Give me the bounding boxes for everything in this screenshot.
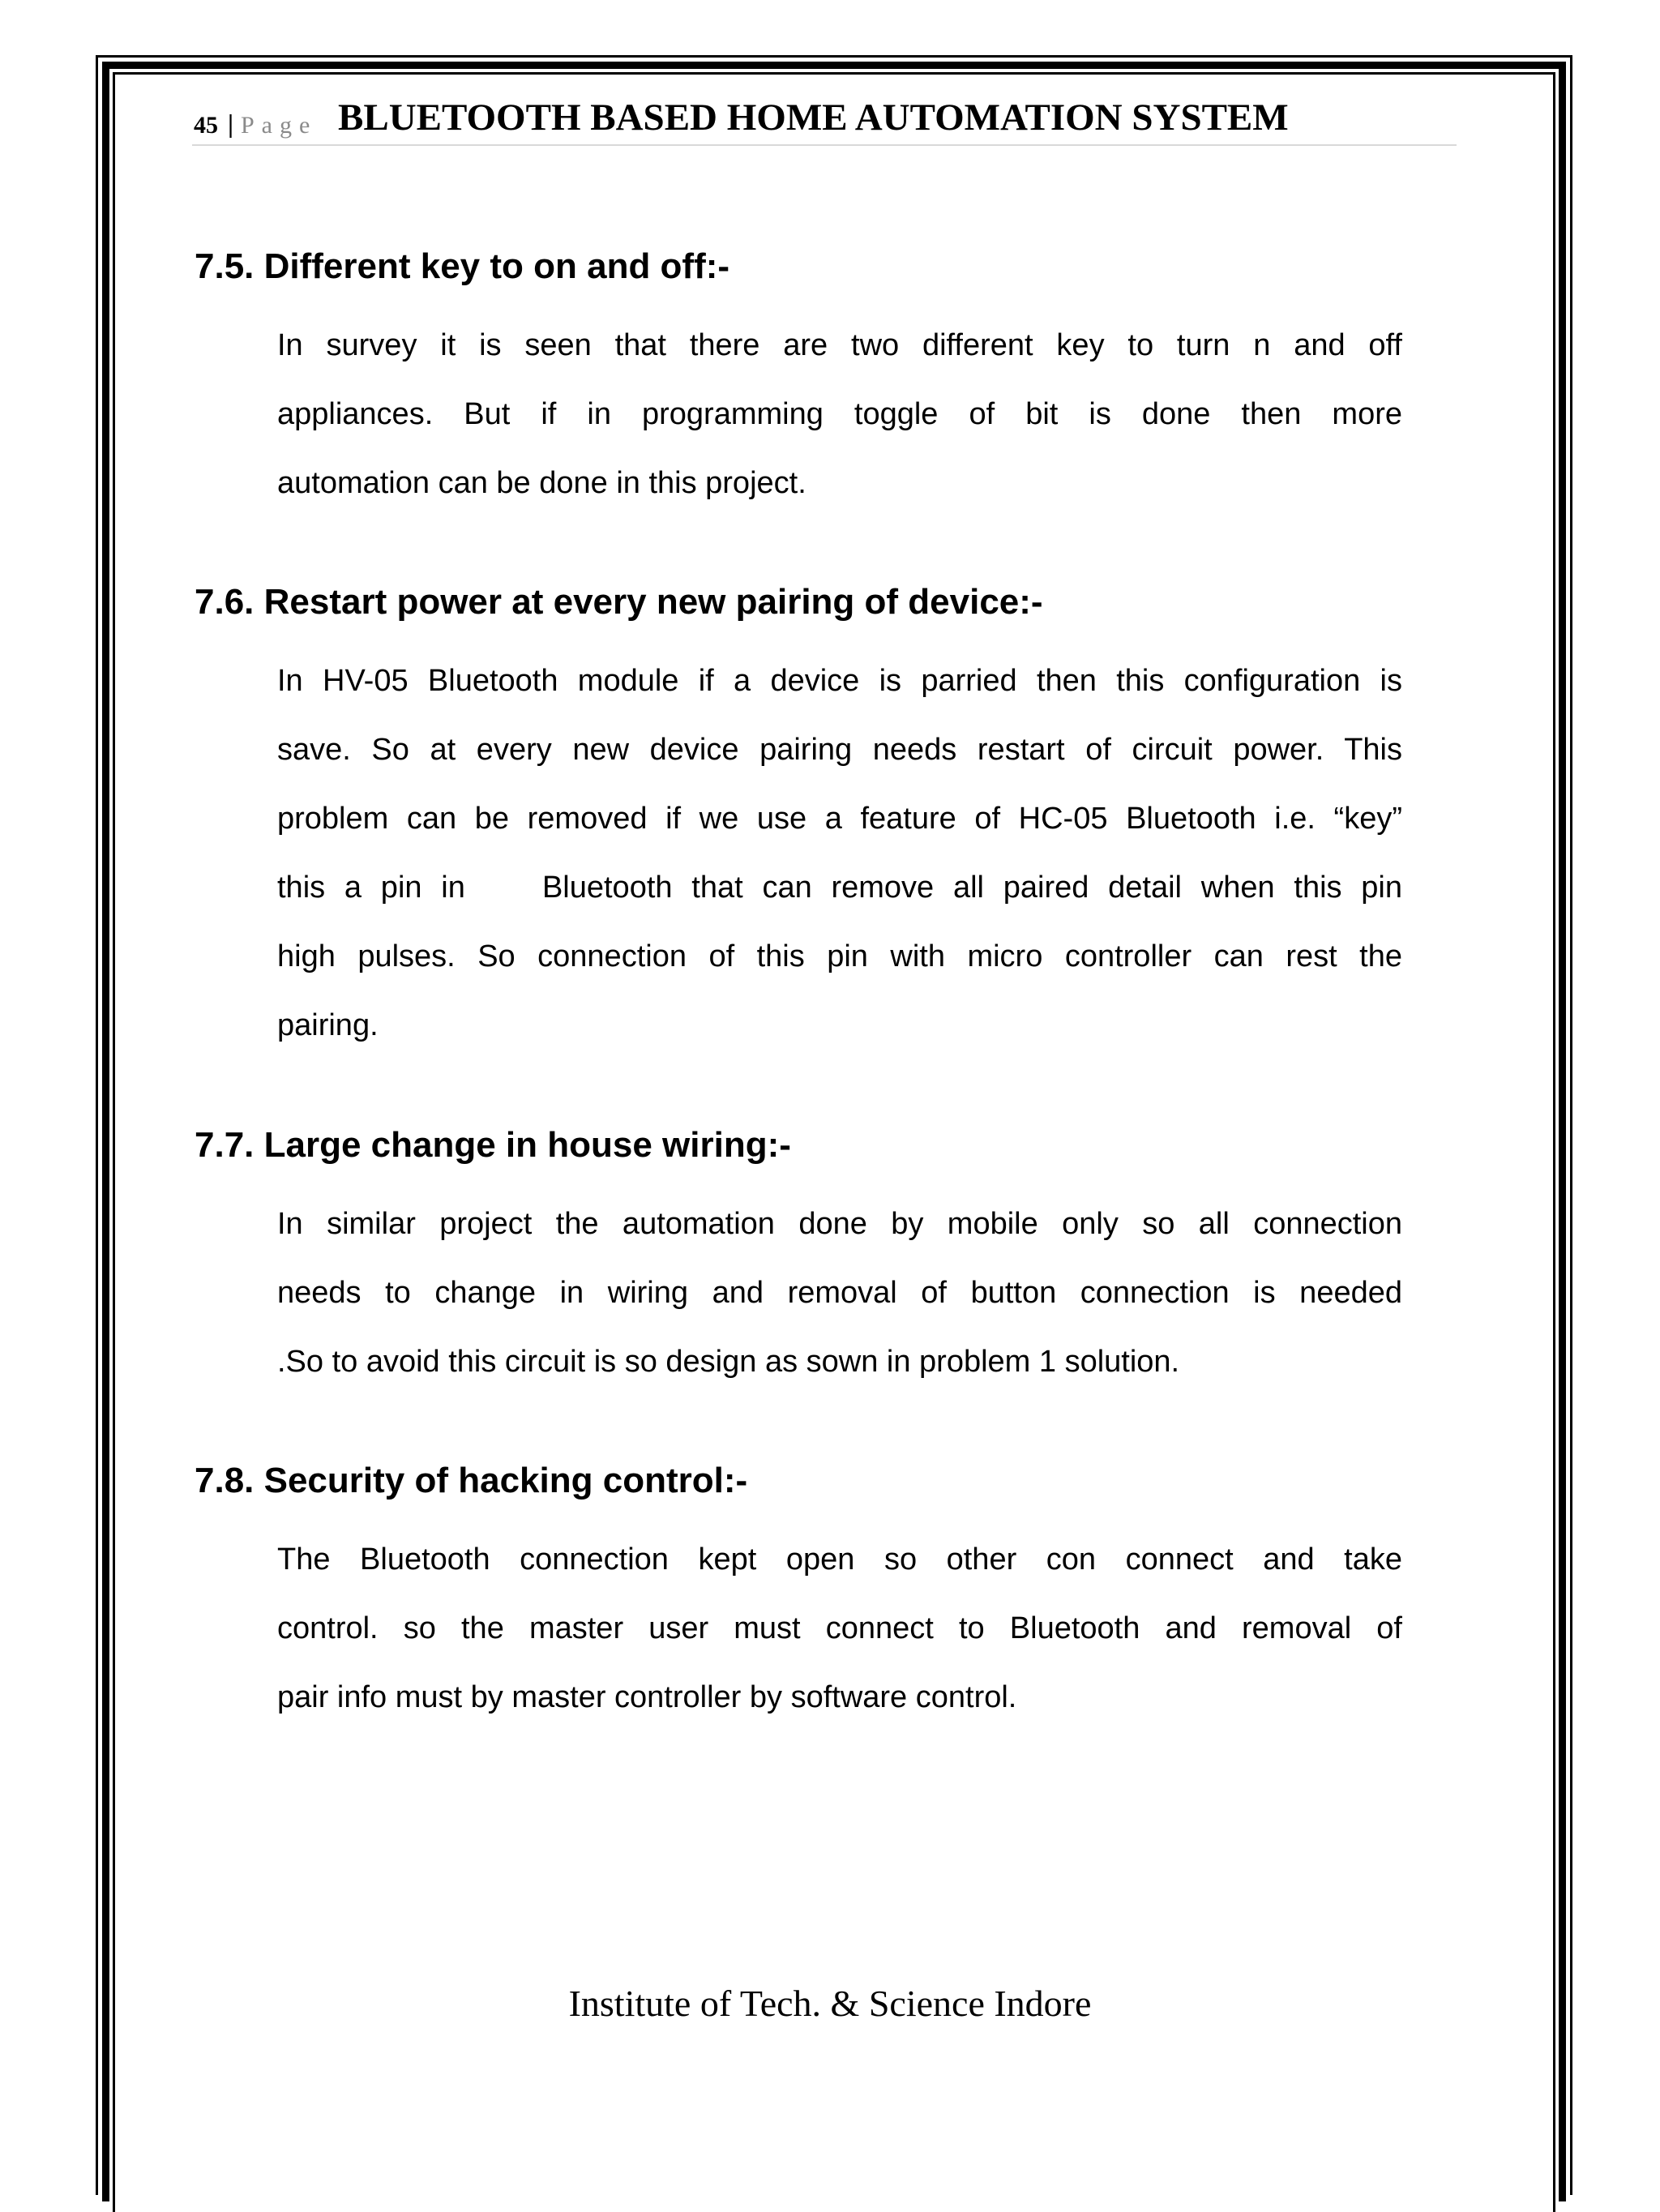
text-line: needs to change in wiring and removal of button connection is needed xyxy=(277,1276,1402,1310)
section-heading-7-6: 7.6. Restart power at every new pairing of device:- xyxy=(195,582,1043,622)
page-footer: Institute of Tech. & Science Indore xyxy=(568,1983,1092,2024)
text-line: automation can be done in this project. xyxy=(277,466,806,500)
text-line: this a pin in Bluetooth that can remove all paired detail when this pin xyxy=(277,871,1402,905)
text-line: save. So at every new device pairing needs restart of circuit power. This xyxy=(277,733,1402,767)
text-line: .So to avoid this circuit is so design as sown in problem 1 solution. xyxy=(277,1345,1180,1379)
page-word: Page xyxy=(241,112,318,139)
text-line: In HV-05 Bluetooth module if a device is parried then this configuration is xyxy=(277,664,1402,698)
section-paragraph-7-7 xyxy=(277,1190,1402,1397)
text-line: pairing. xyxy=(277,1008,379,1042)
section-heading-7-5: 7.5. Different key to on and off:- xyxy=(195,246,730,286)
section-paragraph-7-8 xyxy=(277,1525,1402,1732)
text-line: pair info must by master controller by software control. xyxy=(277,1680,1017,1714)
text-line: In survey it is seen that there are two different key to turn n and off xyxy=(277,328,1402,362)
document-title: BLUETOOTH BASED HOME AUTOMATION SYSTEM xyxy=(338,96,1289,139)
page-header xyxy=(192,96,1457,146)
text-line: The Bluetooth connection kept open so other con connect and take xyxy=(277,1542,1402,1577)
section-paragraph-7-5 xyxy=(277,311,1402,518)
text-line: control. so the master user must connect to Bluetooth and removal of xyxy=(277,1611,1402,1645)
page-number: 45 xyxy=(194,112,218,139)
text-line: appliances. But if in programming toggle of bit is done then more xyxy=(277,397,1402,431)
page-separator: | xyxy=(228,109,234,138)
section-heading-7-7: 7.7. Large change in house wiring:- xyxy=(195,1125,791,1165)
section-heading-7-8: 7.8. Security of hacking control:- xyxy=(195,1461,748,1500)
text-line: high pulses. So connection of this pin with micro controller can rest the xyxy=(277,939,1402,973)
text-line: In similar project the automation done by mobile only so all connection xyxy=(277,1207,1402,1241)
text-line: problem can be removed if we use a feature of HC-05 Bluetooth i.e. “key” xyxy=(277,802,1402,836)
section-paragraph-7-6 xyxy=(277,647,1402,1060)
